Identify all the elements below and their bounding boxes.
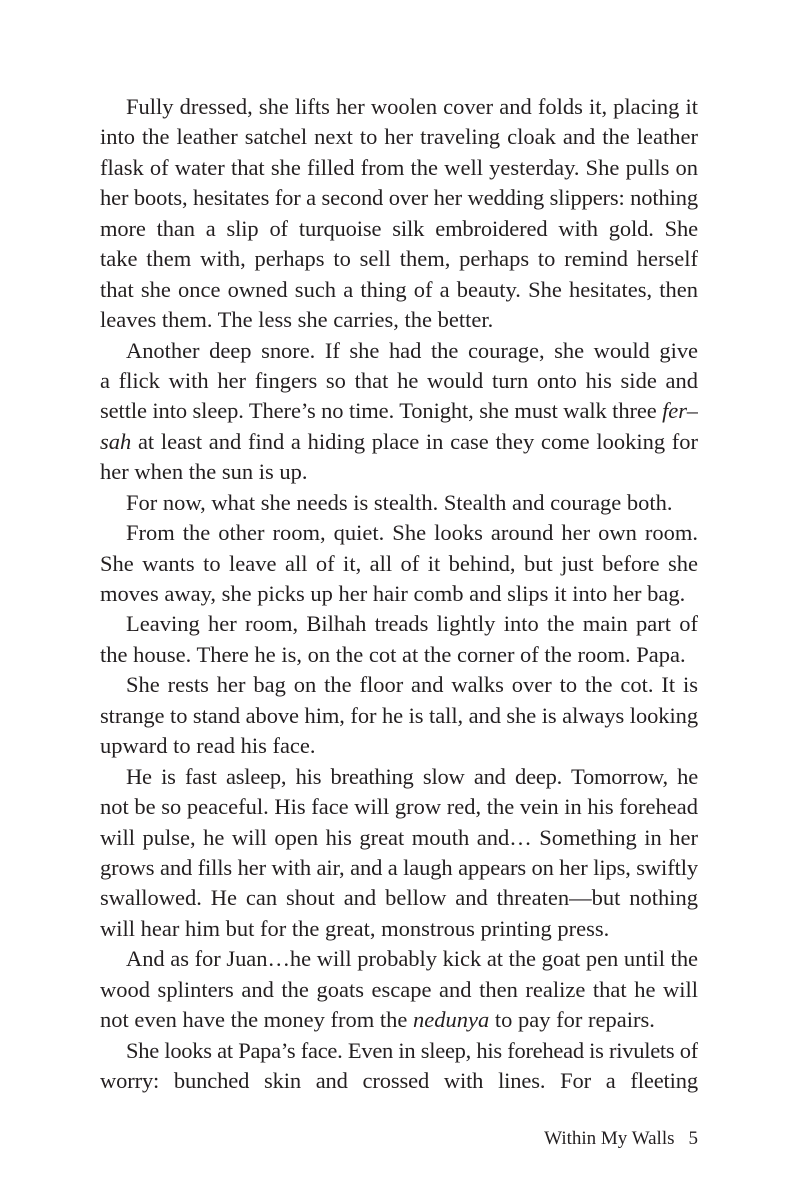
text-line: And as for Juan…he will probably kick at the goat pen until the	[126, 946, 698, 972]
text-line: She wants to leave all of it, all of it behind, but just before she	[100, 550, 698, 576]
text-line: not be so peaceful. His face will grow red, the vein in his forehead	[100, 794, 698, 820]
body-text	[100, 92, 698, 1096]
paragraph	[100, 670, 698, 761]
text-line	[100, 427, 698, 457]
text-line: She looks at Papa’s face. Even in sleep, his forehead is rivulets of	[126, 1037, 698, 1063]
paragraph	[100, 336, 698, 488]
italic-word: nedunya	[413, 1007, 490, 1033]
text-line: For now, what she needs is stealth. Stealth and courage both.	[126, 489, 673, 515]
text-line: will hear him but for the great, monstrous printing press.	[100, 915, 610, 941]
text-run: not even have the money from the	[100, 1007, 414, 1033]
paragraph	[100, 944, 698, 1035]
paragraph	[100, 488, 698, 518]
paragraph	[100, 762, 698, 945]
text-line: swallowed. He can shout and bellow and threaten—but nothing	[100, 885, 698, 911]
paragraph	[100, 609, 698, 670]
text-line: that she once owned such a thing of a beauty. She hesitates, then	[100, 276, 698, 302]
page-number: 5	[688, 1128, 698, 1149]
running-footer	[544, 1128, 698, 1150]
text-run: settle into sleep. There’s no time. Tonight, she must walk three	[100, 398, 663, 424]
text-line: a flick with her fingers so that he would turn onto his side and	[100, 367, 698, 393]
text-line	[100, 1005, 698, 1035]
text-line: her when the sun is up.	[100, 459, 308, 485]
text-line: leaves them. The less she carries, the better.	[100, 307, 494, 333]
text-line: From the other room, quiet. She looks around her own room.	[126, 520, 698, 546]
text-line: strange to stand above him, for he is tall, and she is always looking	[100, 702, 698, 728]
paragraph	[100, 92, 698, 336]
text-line: take them with, perhaps to sell them, perhaps to remind herself	[100, 246, 698, 272]
text-line: the house. There he is, on the cot at the corner of the room. Papa.	[100, 641, 686, 667]
text-line: will pulse, he will open his great mouth and… Something in her	[100, 824, 698, 850]
text-line: grows and fills her with air, and a laugh appears on her lips, swiftly	[100, 854, 698, 880]
text-line: wood splinters and the goats escape and then realize that he will	[100, 976, 698, 1002]
text-line: He is fast asleep, his breathing slow and deep. Tomorrow, he	[126, 763, 698, 789]
text-line: Leaving her room, Bilhah treads lightly into the main part of	[126, 611, 698, 637]
text-line: Fully dressed, she lifts her woolen cover and folds it, placing it	[126, 94, 698, 119]
text-line: her boots, hesitates for a second over her wedding slippers: nothing	[100, 185, 698, 211]
text-run: to pay for repairs.	[489, 1007, 655, 1033]
text-line: worry: bunched skin and crossed with lines. For a fleeting	[100, 1068, 698, 1093]
text-line: Another deep snore. If she had the courage, she would give	[126, 337, 698, 363]
text-line: moves away, she picks up her hair comb and slips it into her bag.	[100, 581, 686, 606]
text-line	[100, 396, 698, 426]
text-line: upward to read his face.	[100, 733, 316, 759]
paragraph	[100, 518, 698, 609]
paragraph	[100, 1036, 698, 1097]
italic-word: sah	[100, 428, 132, 454]
hyphen: –	[686, 398, 698, 424]
running-title: Within My Walls	[544, 1128, 675, 1149]
italic-word: fer	[662, 398, 687, 424]
text-line: flask of water that she filled from the well yesterday. She pulls on	[100, 154, 698, 180]
text-line: into the leather satchel next to her traveling cloak and the leather	[100, 124, 698, 150]
text-line: more than a slip of turquoise silk embroidered with gold. She	[100, 215, 698, 241]
text-run: at least and find a hiding place in case they come looking for	[131, 428, 698, 454]
text-line: She rests her bag on the floor and walks over to the cot. It is	[126, 672, 698, 698]
